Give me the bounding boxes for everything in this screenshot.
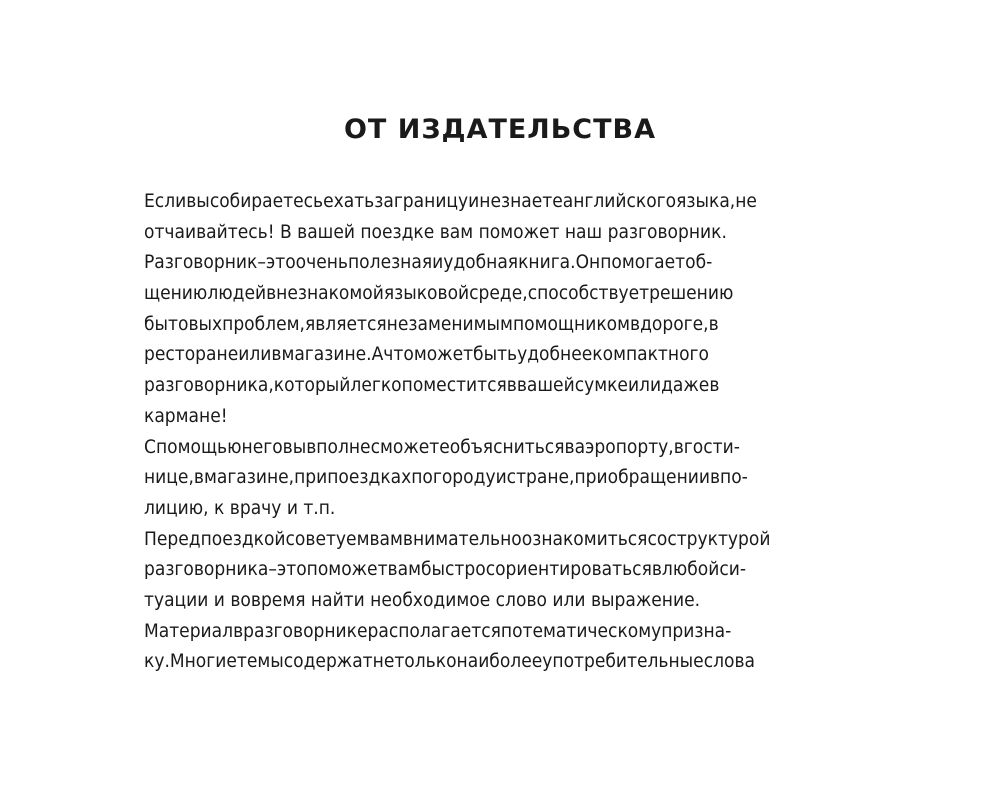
text-line: разговорника–этопоможетвамбыстросориентироватьсявлюбойси- <box>144 558 747 581</box>
text-line: разговорника,которыйлегкопоместитсяввашейсумкеилидажев <box>144 374 720 397</box>
page-title: ОТ ИЗДАТЕЛЬСТВА <box>343 114 657 145</box>
text-line: ресторанеиливмагазине.Ачтоможетбытьудобнеекомпактного <box>144 343 709 366</box>
text-line: кармане! <box>144 404 228 427</box>
text-line: нице,вмагазине,припоездкахпогородуистране,приобращениивпо- <box>144 466 748 489</box>
text-line: Разговорник–этооченьполезнаяиудобнаякнига.Онпомогаетоб- <box>144 251 713 274</box>
text-line: лицию, к врачу и т.п. <box>144 496 336 519</box>
body-text <box>144 186 834 677</box>
text-line: Передпоездкойсоветуемвамвнимательноознакомитьсясоструктурой <box>144 527 771 550</box>
text-line: отчаивайтесь! В вашей поездке вам поможет наш разговорник. <box>144 220 727 243</box>
text-line: Спомощьюнеговывполнесможетеобъяснитьсяваэропорту,вгости- <box>144 435 740 458</box>
text-line: Есливысобираетесьехатьзаграницуинезнаетеанглийскогоязыка,не <box>144 190 757 212</box>
text-line: туации и вовремя найти необходимое слово или выражение. <box>144 588 701 611</box>
text-line: ку.Многиетемысодержатнетольконаиболееупотребительныеслова <box>144 650 756 673</box>
text-line: щениюлюдейвнезнакомойязыковойсреде,способствуетрешению <box>144 282 734 305</box>
text-line: Материалвразговорникерасполагаетсяпотематическомупризна- <box>144 619 732 642</box>
text-line: бытовыхпроблем,являетсянезаменимымпомощникомвдороге,в <box>144 312 719 335</box>
